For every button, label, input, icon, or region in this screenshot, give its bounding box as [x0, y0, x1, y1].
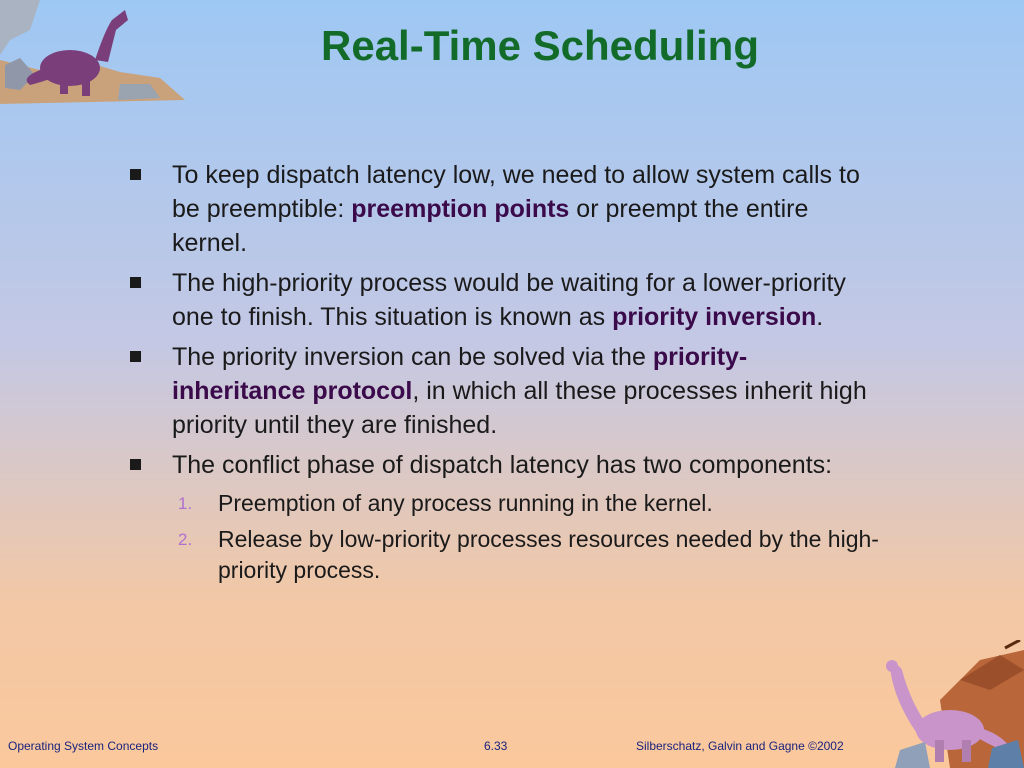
brontosaurus-dinosaur-icon: [880, 640, 1024, 768]
sub-item-text: Preemption of any process running in the kernel.: [218, 490, 713, 516]
bullet-text: or preempt the entire kernel.: [172, 195, 809, 257]
footer-page-number: 6.33: [484, 739, 508, 753]
sub-item-1: [120, 488, 880, 519]
sub-item-number: 2.: [178, 530, 193, 549]
bullet-text: To keep dispatch latency low, we need to allow system calls to be preemptible:: [172, 161, 860, 223]
square-bullet-icon: [130, 459, 141, 470]
bullet-list: [120, 158, 880, 591]
footer-authors: Silberschatz, Galvin and Gagne ©2002: [636, 739, 844, 753]
square-bullet-icon: [130, 169, 141, 180]
sub-item-text: Release by low-priority processes resources needed by the high-priority process.: [218, 526, 879, 583]
bullet-text: , in which all these processes inherit high priority until they are finished.: [172, 377, 867, 439]
bullet-item-3: [120, 340, 880, 442]
bullet-item-2: [120, 266, 880, 334]
bullet-text: The high-priority process would be waiting for a lower-priority one to finish. This situation is known as: [172, 269, 846, 331]
bullet-item-1: [120, 158, 880, 260]
bullet-text: The priority inversion can be solved via the: [172, 343, 653, 371]
slide-title: Real-Time Scheduling: [321, 22, 759, 69]
bullet-text: .: [816, 303, 824, 331]
bullet-emphasis: preemption points: [351, 195, 570, 223]
bullet-item-4: [120, 448, 880, 482]
square-bullet-icon: [130, 277, 141, 288]
bullet-emphasis: priority-inheritance protocol: [172, 343, 748, 405]
bullet-text: The conflict phase of dispatch latency has two components:: [172, 451, 833, 479]
bullet-emphasis: priority inversion: [612, 303, 817, 331]
footer-course-title: Operating System Concepts: [8, 739, 159, 753]
sub-item-2: [120, 524, 880, 586]
square-bullet-icon: [130, 351, 141, 362]
sub-item-number: 1.: [178, 494, 193, 513]
